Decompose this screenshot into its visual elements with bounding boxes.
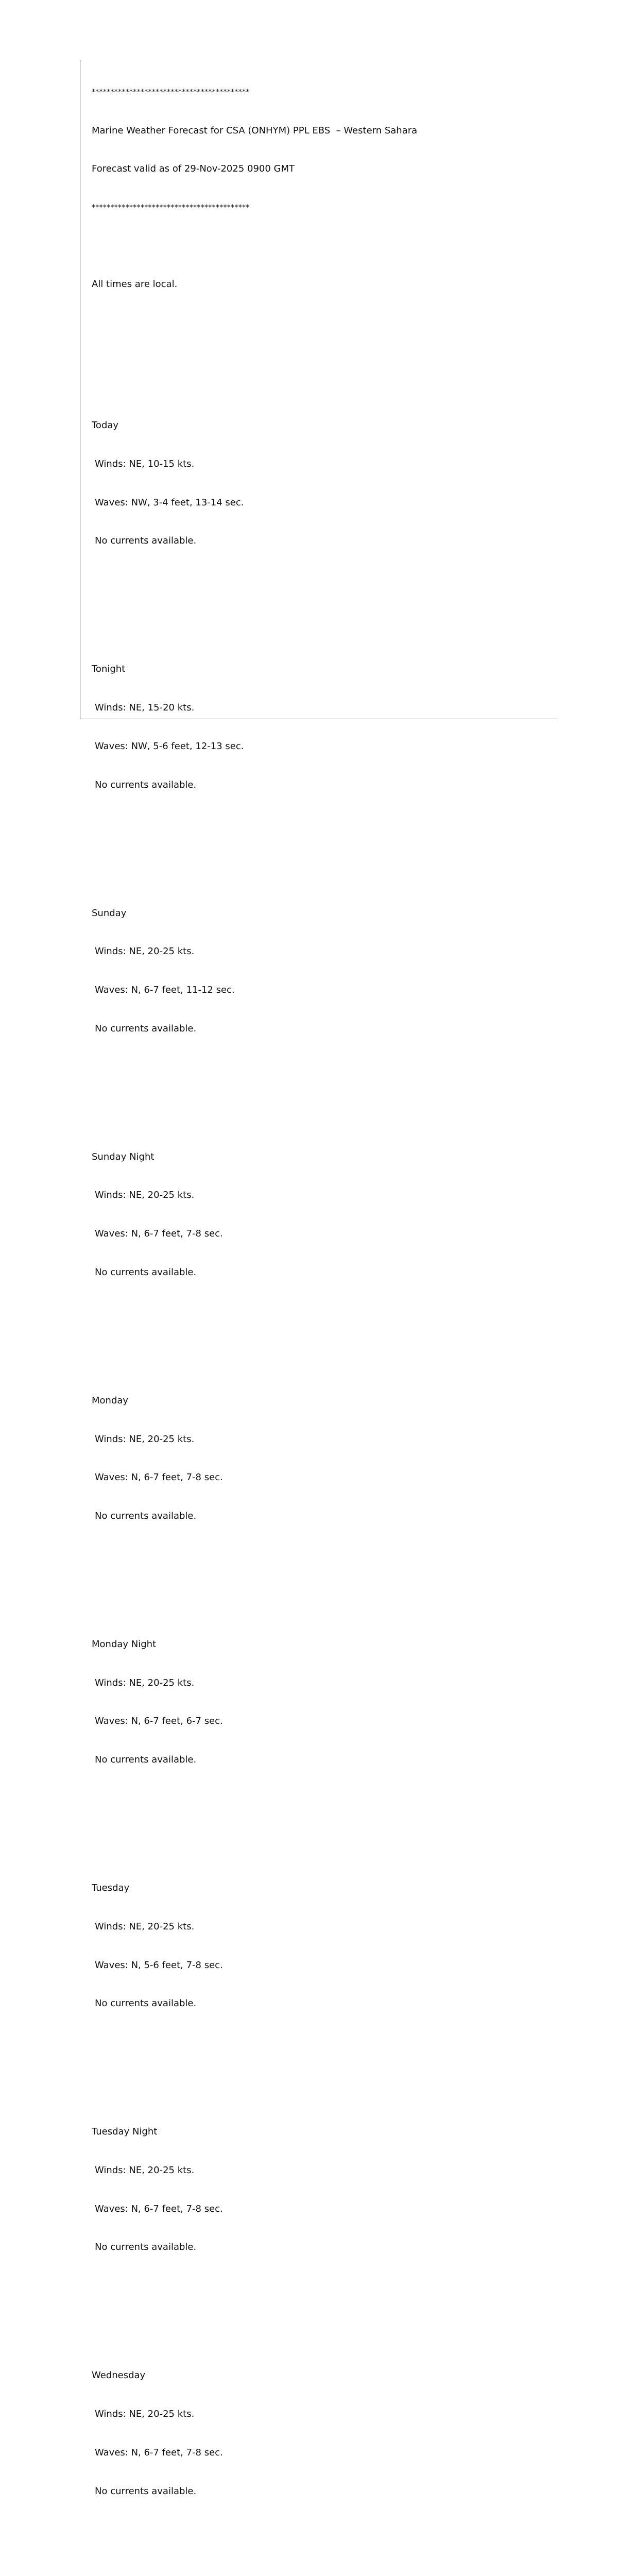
period-wednesday-night <box>92 2549 555 2576</box>
period-list <box>92 330 555 2576</box>
period-waves: Waves: NW, 3-4 feet, 13-14 sec. <box>95 497 244 508</box>
period-waves: Waves: NW, 5-6 feet, 12-13 sec. <box>95 740 244 752</box>
period-currents: No currents available. <box>95 1510 197 1521</box>
period-name: Sunday Night <box>92 1151 154 1162</box>
period-winds: Winds: NE, 15-20 kts. <box>95 702 195 714</box>
spacer <box>92 240 555 253</box>
spacer <box>92 625 555 638</box>
period-wednesday <box>92 2306 555 2523</box>
period-winds: Winds: NE, 20-25 kts. <box>95 1921 195 1932</box>
period-currents: No currents available. <box>95 535 197 547</box>
spacer <box>92 1356 555 1369</box>
period-name: Wednesday <box>92 2370 146 2381</box>
period-tonight <box>92 599 555 817</box>
spacer <box>92 381 555 394</box>
period-tuesday <box>92 1818 555 2036</box>
period-currents: No currents available. <box>95 1998 197 2009</box>
spacer <box>92 1112 555 1125</box>
local-times-note: All times are local. <box>92 279 178 290</box>
period-currents: No currents available. <box>95 2242 197 2253</box>
forecast-title: Marine Weather Forecast for CSA (ONHYM) PPL EBS – Western Sahara <box>92 125 418 136</box>
period-tuesday-night <box>92 2062 555 2280</box>
period-waves: Waves: N, 6-7 feet, 11-12 sec. <box>95 984 235 995</box>
spacer <box>92 1600 555 1613</box>
forecast-valid-time: Forecast valid as of 29-Nov-2025 0900 GMT <box>92 163 295 175</box>
period-name: Monday <box>92 1395 129 1406</box>
period-sunday <box>92 843 555 1061</box>
period-sunday-night <box>92 1087 555 1304</box>
period-waves: Waves: N, 6-7 feet, 6-7 sec. <box>95 1716 223 1727</box>
period-winds: Winds: NE, 20-25 kts. <box>95 946 195 957</box>
period-winds: Winds: NE, 20-25 kts. <box>95 2164 195 2176</box>
period-today <box>92 355 555 573</box>
period-monday <box>92 1330 555 1548</box>
period-name: Monday Night <box>92 1638 157 1650</box>
period-name: Tuesday <box>92 1883 130 1894</box>
period-name: Tuesday Night <box>92 2126 158 2138</box>
period-waves: Waves: N, 5-6 feet, 7-8 sec. <box>95 1959 223 1971</box>
period-currents: No currents available. <box>95 1754 197 1766</box>
period-currents: No currents available. <box>95 2485 197 2497</box>
period-winds: Winds: NE, 10-15 kts. <box>95 458 195 469</box>
period-monday-night <box>92 1574 555 1792</box>
period-waves: Waves: N, 6-7 feet, 7-8 sec. <box>95 1228 223 1240</box>
period-waves: Waves: N, 6-7 feet, 7-8 sec. <box>95 2447 223 2458</box>
spacer <box>92 869 555 882</box>
spacer <box>92 2331 555 2344</box>
spacer <box>92 2088 555 2100</box>
period-currents: No currents available. <box>95 779 197 790</box>
period-name: Today <box>92 420 119 431</box>
header-stars-top: ****************************************** <box>92 88 250 96</box>
period-name: Sunday <box>92 907 127 919</box>
header-stars-bottom: ****************************************** <box>92 203 250 212</box>
period-currents: No currents available. <box>95 1023 197 1034</box>
period-currents: No currents available. <box>95 1266 197 1278</box>
period-winds: Winds: NE, 20-25 kts. <box>95 2409 195 2420</box>
period-winds: Winds: NE, 20-25 kts. <box>95 1433 195 1445</box>
spacer <box>92 1843 555 1856</box>
period-winds: Winds: NE, 20-25 kts. <box>95 1190 195 1201</box>
period-waves: Waves: N, 6-7 feet, 7-8 sec. <box>95 1472 223 1483</box>
period-waves: Waves: N, 6-7 feet, 7-8 sec. <box>95 2203 223 2214</box>
period-winds: Winds: NE, 20-25 kts. <box>95 1677 195 1688</box>
period-name: Tonight <box>92 664 126 675</box>
forecast-document <box>92 60 555 2576</box>
